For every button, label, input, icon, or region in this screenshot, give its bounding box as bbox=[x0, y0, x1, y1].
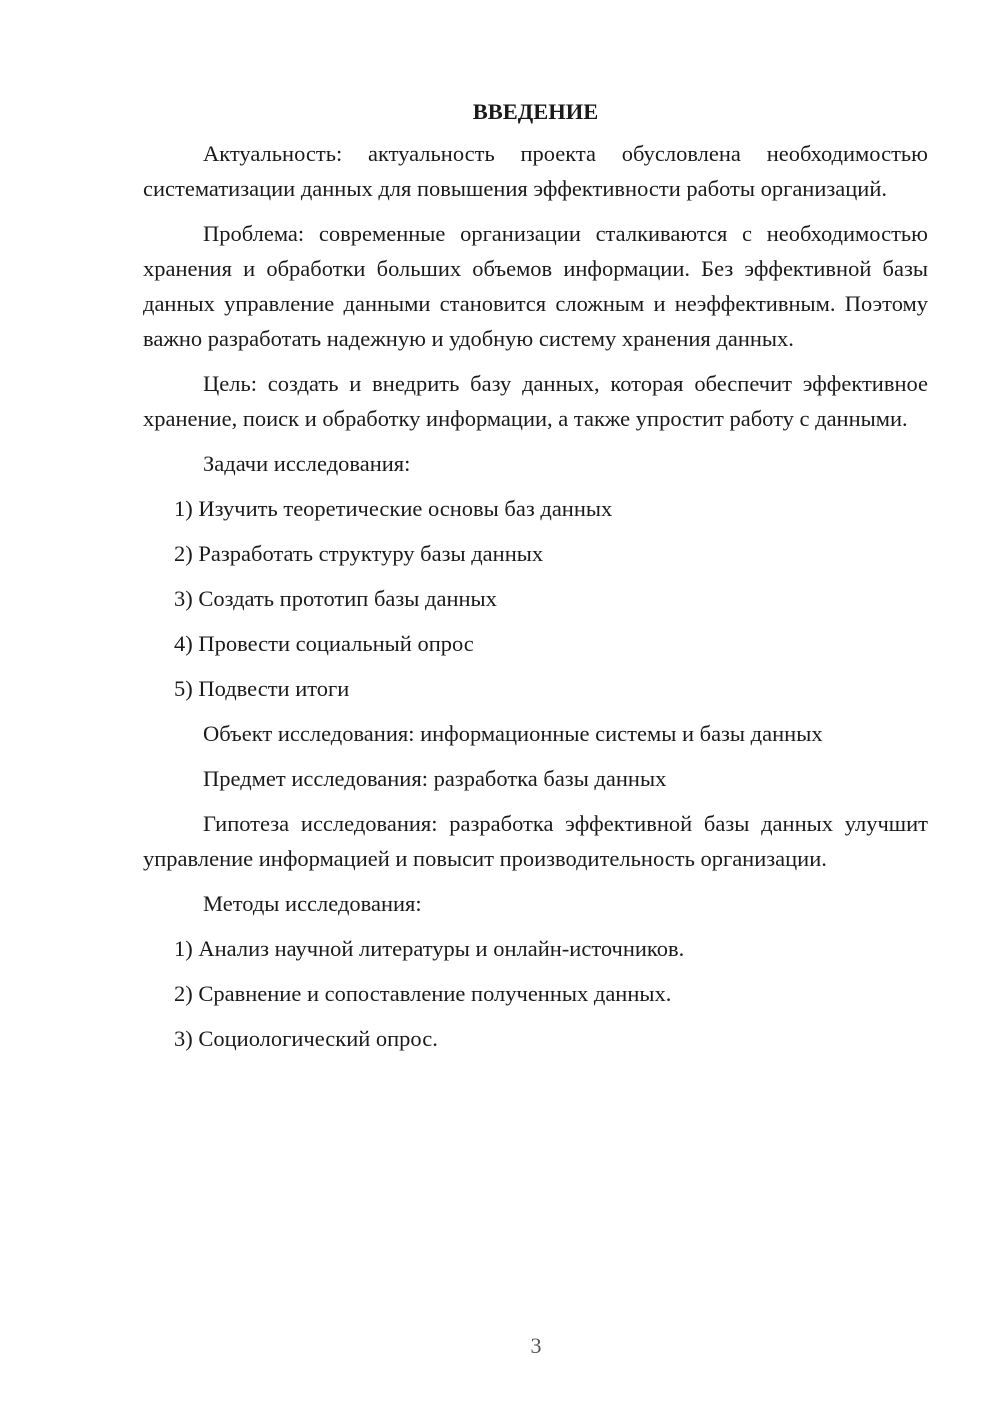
list-item: 4) Провести социальный опрос bbox=[174, 631, 474, 656]
list-item: 3) Создать прототип базы данных bbox=[174, 586, 497, 611]
page-content bbox=[143, 94, 928, 1066]
subject-line: Предмет исследования: разработка базы данных bbox=[203, 766, 667, 791]
hypothesis-paragraph: Гипотеза исследования: разработка эффективной базы данных улучшит управление информацией и повысит производительность организации. bbox=[143, 811, 928, 871]
list-item: 1) Анализ научной литературы и онлайн-источников. bbox=[174, 936, 685, 961]
methods-label: Методы исследования: bbox=[203, 891, 422, 916]
section-heading: ВВЕДЕНИЕ bbox=[472, 99, 599, 124]
problem-paragraph: Проблема: современные организации сталкиваются с необходимостью хранения и обработки больших объемов информации. Без эффективной базы данных управление данными становится сложным и неэффективным. Поэтому важно разработать надежную и удобную систему хранения данных. bbox=[143, 221, 928, 351]
list-item: 5) Подвести итоги bbox=[174, 676, 350, 701]
list-item: 1) Изучить теоретические основы баз данных bbox=[174, 496, 613, 521]
list-item: 2) Разработать структуру базы данных bbox=[174, 541, 544, 566]
list-item: 2) Сравнение и сопоставление полученных данных. bbox=[174, 981, 672, 1006]
page-number: 3 bbox=[530, 1333, 542, 1358]
tasks-list bbox=[143, 491, 928, 706]
list-item: 3) Социологический опрос. bbox=[174, 1026, 438, 1051]
relevance-paragraph: Актуальность: актуальность проекта обусловлена необходимостью систематизации данных для повышения эффективности работы организаций. bbox=[143, 141, 928, 201]
goal-paragraph: Цель: создать и внедрить базу данных, которая обеспечит эффективное хранение, поиск и обработку информации, а также упростит работу с данными. bbox=[143, 371, 928, 431]
tasks-label: Задачи исследования: bbox=[203, 451, 411, 476]
methods-list bbox=[143, 931, 928, 1056]
object-line: Объект исследования: информационные системы и базы данных bbox=[203, 721, 823, 746]
